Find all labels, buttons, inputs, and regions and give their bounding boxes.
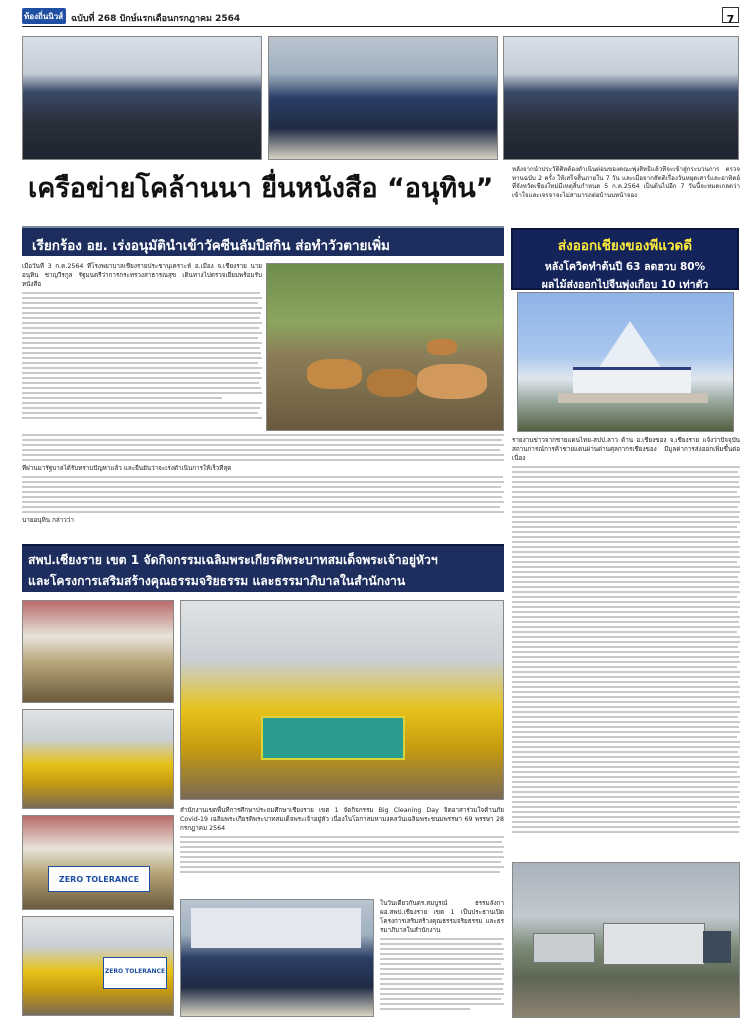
bottom-article-text — [180, 806, 504, 896]
temple-base — [558, 393, 708, 403]
article-body-wide — [22, 434, 504, 538]
bottom-article-col2-lead: ในวันเดียวกันดร.สมบูรณ์ ธรรมลังกา ผอ.สพป.เชียงราย เขต 1 เป็นประธานเปิดโครงการเสริมสร้างคุณธรรมจริยธรรม และธรรมาภิบาลในสำนักงาน — [380, 900, 504, 934]
cow-shape-2 — [367, 369, 417, 397]
photo-cleaning-day — [180, 600, 504, 800]
cow-shape-3 — [417, 364, 487, 399]
poster-text-1: ZERO TOLERANCE — [58, 875, 140, 884]
bottom-headline-1: สพป.เชียงราย เขต 1 จัดกิจกรรมเฉลิมพระเกียรติพระบาทสมเด็จพระเจ้าอยู่หัวฯ — [28, 553, 438, 567]
cow-shape-4 — [427, 339, 457, 355]
photo-ministers-3 — [503, 36, 739, 160]
zero-tolerance-banner-1 — [48, 866, 150, 892]
photo-ceremony-left-2 — [22, 709, 174, 809]
issue-line: ฉบับที่ 268 ปักษ์แรกเดือนกรกฎาคม 2564 — [71, 14, 241, 24]
photo-ceremony-left-1 — [22, 600, 174, 703]
subhead-text: เรียกร้อง อย. เร่งอนุมัตินำเข้าวัคซีนลัมปีสกิน ส่อทำวัวตายเพิ่ม — [32, 238, 390, 254]
temple-roof — [598, 321, 662, 369]
group-backdrop — [191, 908, 361, 948]
bottom-article-col2 — [380, 899, 504, 1017]
truck-cab-1 — [703, 931, 731, 963]
page-number-box — [722, 7, 739, 26]
photo-ministers-2 — [268, 36, 498, 160]
photo-ceremony-left-3 — [22, 815, 174, 910]
newspaper-logo — [22, 8, 66, 24]
bottom-headline-2: และโครงการเสริมสร้างคุณธรรมจริยธรรม และธรรมาภิบาลในสำนักงาน — [28, 574, 406, 588]
photo-temple — [517, 292, 734, 432]
bottom-headline-bar — [22, 544, 504, 592]
banner — [261, 716, 405, 760]
photo-trucks — [512, 862, 740, 1018]
export-subhead-1: หลังโควิดทำต้นปี 63 ลดฮวบ 80% — [544, 261, 706, 273]
export-headline: ส่งออกเชียงของพีแวดดี — [557, 238, 693, 254]
bottom-article-lead: สำนักงานเขตพื้นที่การศึกษาประถมศึกษาเชียงราย เขต 1 จัดกิจกรรม Big Cleaning Day จิตอาสาร่วมใจต้านภัย Covid-19 เฉลิมพระเกียรติพระบาทสมเด็จพระเจ้าอยู่หัว เนื่องในโอกาสมหามงคลวันเฉลิมพระชนมพรรษา 69 พรรษา 28 กรกฎาคม 2564 — [180, 807, 504, 832]
photo-ministers-1 — [22, 36, 262, 160]
cow-shape-1 — [307, 359, 362, 389]
poster-text-2: ZERO TOLERANCE — [104, 968, 166, 975]
masthead — [0, 0, 747, 28]
photo-ceremony-left-4 — [22, 916, 174, 1016]
truck-1 — [603, 923, 705, 965]
logo-text: ท้องถิ่นนิวส์ — [24, 12, 64, 21]
export-subhead-2: ผลไม้ส่งออกไปจีนพุ่งเกือบ 10 เท่าตัว — [541, 279, 709, 291]
quote-text: ที่ผ่านมารัฐบาลได้รับทราบปัญหาแล้ว และยืนยันว่าจะเร่งดำเนินการให้เร็วที่สุด — [22, 465, 232, 472]
export-body — [512, 436, 740, 858]
article-source: นายอนุทิน กล่าวว่า — [22, 517, 74, 524]
export-header-box — [511, 228, 739, 290]
export-body-lead: รายงานข่าวจากชายแดนไทย-สปป.ลาว ด้าน อ.เชียงของ จ.เชียงราย แจ้งว่าปัจจุบันสถานการณ์การค้าชายแดนผ่านด่านศุลกากรเชียงของ มีมูลค่าการส่งออกเพิ่มขึ้นต่อเนื่อง — [512, 437, 740, 462]
article-lead: เมื่อวันที่ 3 ก.ค.2564 ที่โรงพยาบาลเชียงรายประชานุเคราะห์ อ.เมือง จ.เชียงราย นายอนุทิน ชาญวีรกูล รัฐมนตรีว่าการกระทรวงสาธารณสุข เดินทางไปตรวจเยี่ยมพร้อมรับหนังสือ — [22, 263, 262, 288]
truck-2 — [533, 933, 595, 963]
subhead-bar — [22, 226, 504, 256]
zero-tolerance-banner-2 — [103, 957, 167, 989]
photo-caption: หลังจากนำประวัติศิลต้องดำเนินต่อนของคณะพุ่งสิทธิแล้วที่จะเข้าสู่กระบวนการ ตรวจทานฉบับ 2 ครั้ง ให้เสร็จสิ้นภายใน 7 วัน และเมื่อจากสัตติเรื่องวันหยุดเสาร์และอาทิตย์ที่จังหวัดเชียงใหม่มีเหตุสิ้นกำหนด 5 ก.ค.2564 เป็นต้นไปอีก 7 วันนี้จะหมดเกลดว่าเข้าใจและเจรจาจะไม่สามารถต่อบ้านบหน้าจอง — [512, 166, 740, 199]
article-body-left — [22, 262, 262, 430]
article-quote — [22, 464, 504, 473]
page-number: 7 — [726, 13, 735, 26]
photo-cattle — [266, 263, 504, 431]
photo-group-zero-tolerance — [180, 899, 374, 1017]
masthead-rule — [22, 26, 739, 27]
main-headline: เครือข่ายโคล้านนา ยื่นหนังสือ “อนุทิน” — [28, 173, 494, 204]
